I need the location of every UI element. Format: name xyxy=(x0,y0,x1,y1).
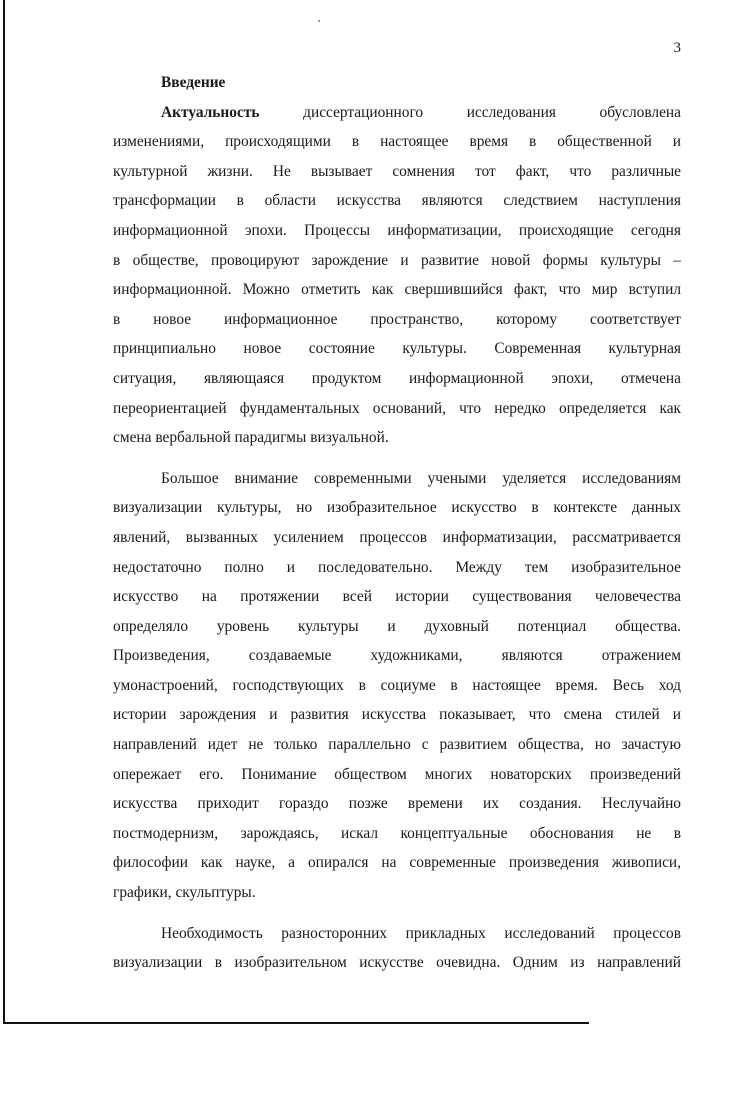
line-text: в обществе, провоцируют зарождение и развитие новой формы культуры – xyxy=(113,251,681,269)
line-text: явлений, вызванных усилением процессов информатизации, рассматривается xyxy=(113,528,681,546)
paragraph xyxy=(113,98,681,453)
line-text: Большое внимание современными учеными уделяется исследованиям xyxy=(161,469,681,487)
document-body xyxy=(113,68,681,978)
line-text: определяло уровень культуры и духовный потенциал общества. xyxy=(113,617,681,635)
line-text: истории зарождения и развития искусства показывает, что смена стилей и xyxy=(113,706,681,724)
text-line xyxy=(113,523,681,553)
text-line xyxy=(113,464,681,494)
line-text: Необходимость разносторонних прикладных исследований процессов xyxy=(161,924,681,942)
line-text: искусства приходит гораздо позже времени их создания. Неслучайно xyxy=(113,795,681,813)
line-text: Произведения, создаваемые художниками, являются отражением xyxy=(113,647,681,665)
line-text: искусство на протяжении всей истории существования человечества xyxy=(113,588,681,606)
line-text: направлений идет не только параллельно с развитием общества, но зачастую xyxy=(113,736,681,754)
text-line xyxy=(113,186,681,216)
line-text: философии как науке, а опирался на современные произведения живописи, xyxy=(113,854,681,872)
line-text: смена вербальной парадигмы визуальной. xyxy=(113,429,389,447)
line-text: постмодернизм, зарождаясь, искал концептуальные обоснования не в xyxy=(113,824,681,842)
text-line xyxy=(113,553,681,583)
line-text: визуализации культуры, но изобразительное искусство в контексте данных xyxy=(113,499,681,517)
text-line xyxy=(113,878,681,908)
text-line xyxy=(113,423,681,453)
text-line xyxy=(113,582,681,612)
scan-speck xyxy=(318,20,320,22)
text-line xyxy=(113,641,681,671)
line-text: графики, скульптуры. xyxy=(113,884,256,902)
line-text: переориентацией фундаментальных оснований, что нередко определяется как xyxy=(113,399,681,417)
text-line xyxy=(113,730,681,760)
section-heading: Введение xyxy=(161,74,226,91)
line-text: принципиально новое состояние культуры. Современная культурная xyxy=(113,340,681,358)
line-text: трансформации в области искусства являются следствием наступления xyxy=(113,192,681,210)
bold-term: Актуальность xyxy=(161,103,260,121)
text-line xyxy=(113,394,681,424)
line-text: культурной жизни. Не вызывает сомнения тот факт, что различные xyxy=(113,162,681,180)
line-text: недостаточно полно и последовательно. Между тем изобразительное xyxy=(113,558,681,576)
text-line xyxy=(113,671,681,701)
text-line xyxy=(113,700,681,730)
line-text: информационной. Можно отметить как свершившийся факт, что мир вступил xyxy=(113,281,681,299)
line-text: умонастроений, господствующих в социуме в настоящее время. Весь ход xyxy=(113,676,681,694)
paragraph-gap xyxy=(113,908,681,919)
scan-border-bottom xyxy=(3,1022,589,1024)
line-text: опережает его. Понимание обществом многих новаторских произведений xyxy=(113,765,681,783)
line-text: в новое информационное пространство, которому соответствует xyxy=(113,310,681,328)
text-line xyxy=(113,760,681,790)
line-text: изменениями, происходящими в настоящее время в общественной и xyxy=(113,133,681,151)
text-line xyxy=(113,334,681,364)
text-line xyxy=(113,919,681,949)
paragraphs xyxy=(113,98,681,978)
text-line xyxy=(113,305,681,335)
text-line xyxy=(113,364,681,394)
text-line xyxy=(113,275,681,305)
text-line xyxy=(113,98,681,128)
text-line xyxy=(113,848,681,878)
text-line xyxy=(113,789,681,819)
text-line xyxy=(113,819,681,849)
text-line xyxy=(113,246,681,276)
text-line xyxy=(113,612,681,642)
line-text: информационной эпохи. Процессы информатизации, происходящие сегодня xyxy=(113,221,681,239)
text-line xyxy=(113,157,681,187)
scan-border-left xyxy=(3,0,5,1024)
paragraph xyxy=(113,919,681,978)
paragraph xyxy=(113,464,681,908)
text-line xyxy=(113,493,681,523)
paragraph-gap xyxy=(113,453,681,464)
line-text: диссертационного исследования обусловлена xyxy=(259,103,681,121)
text-line xyxy=(113,127,681,157)
text-line xyxy=(113,216,681,246)
line-text: визуализации в изобразительном искусстве очевидна. Одним из направлений xyxy=(113,954,681,972)
line-text: ситуация, являющаяся продуктом информационной эпохи, отмечена xyxy=(113,369,681,387)
text-line xyxy=(113,948,681,978)
page-number: 3 xyxy=(673,40,681,56)
